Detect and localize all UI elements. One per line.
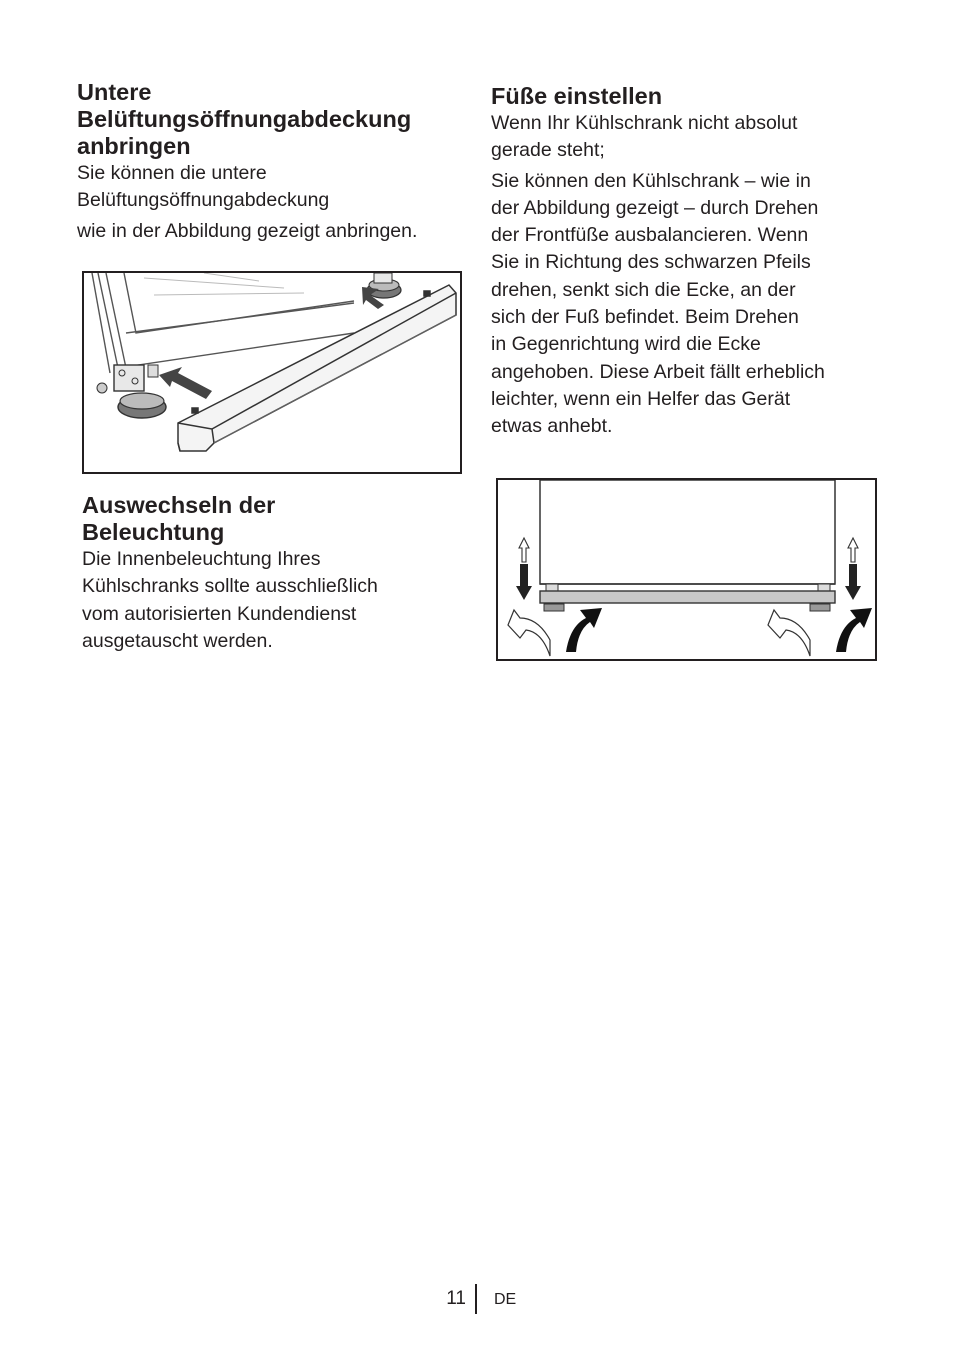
paragraph-feet-1 [491,110,891,165]
vent-cover-bar [178,285,456,451]
vent-cover-illustration [84,273,460,472]
text-line: drehen, senkt sich die Ecke, an der [491,278,796,301]
text-line: Die Innenbeleuchtung Ihres [82,548,321,570]
paragraph-vent-cover-1 [77,160,477,215]
rotate-ccw-outline-icon [508,610,810,656]
base-bar [540,591,835,603]
text-line: Sie können die untere [77,162,267,184]
text-line: wie in der Abbildung gezeigt anbringen. [77,219,418,242]
page-footer [0,1284,954,1316]
heading-line: Auswechseln der [82,492,276,518]
heading-vent-cover [77,79,477,160]
section-vent-cover [77,79,477,245]
page-number: 11 [446,1288,466,1309]
paragraph-feet-2 [491,168,891,441]
text-line: der Abbildung gezeigt – durch Drehen [491,196,819,219]
text-line: in Gegenrichtung wird die Ecke [491,333,761,356]
text-line: leichter, wenn ein Helfer das Gerät [491,387,791,410]
text-line: angehoben. Diese Arbeit fällt erheblich [491,360,825,383]
text-line: gerade steht; [491,139,605,162]
paragraph-lighting [82,546,472,655]
text-line: Kühlschranks sollte ausschließlich [82,575,378,598]
text-line: der Frontfüße ausbalancieren. Wenn [491,224,809,247]
left-foot [97,365,166,418]
figure-vent-cover [82,271,462,474]
paragraph-vent-cover-2 [77,218,477,245]
text-line: vom autorisierten Kundendienst [82,602,357,625]
section-lighting [82,492,472,655]
heading-feet: Füße einstellen [491,83,663,109]
right-height-arrows [845,538,861,600]
heading-line: Untere [77,79,152,105]
feet-adjust-illustration [498,480,875,659]
text-line: etwas anhebt. [491,415,613,438]
text-line: Wenn Ihr Kühlschrank nicht absolut [491,112,798,134]
right-foot [367,273,401,298]
language-code: DE [494,1291,517,1308]
heading-lighting [82,492,472,546]
heading-line: Beleuchtung [82,519,225,545]
text-line: ausgetauscht werden. [82,629,273,652]
text-line: Sie können den Kühlschrank – wie in [491,169,811,192]
rotate-cw-black-icon [566,608,872,652]
text-line: sich der Fuß befindet. Beim Drehen [491,306,799,329]
heading-line: anbringen [77,133,191,159]
heading-line: Belüftungsöffnungabdeckung [77,106,412,132]
footer-divider [475,1284,477,1314]
section-feet [491,83,891,441]
text-line: Belüftungsöffnungabdeckung [77,189,330,212]
fridge-body [540,480,835,584]
left-height-arrows [516,538,532,600]
text-line: Sie in Richtung des schwarzen Pfeils [491,251,811,274]
figure-feet-adjust [496,478,877,661]
